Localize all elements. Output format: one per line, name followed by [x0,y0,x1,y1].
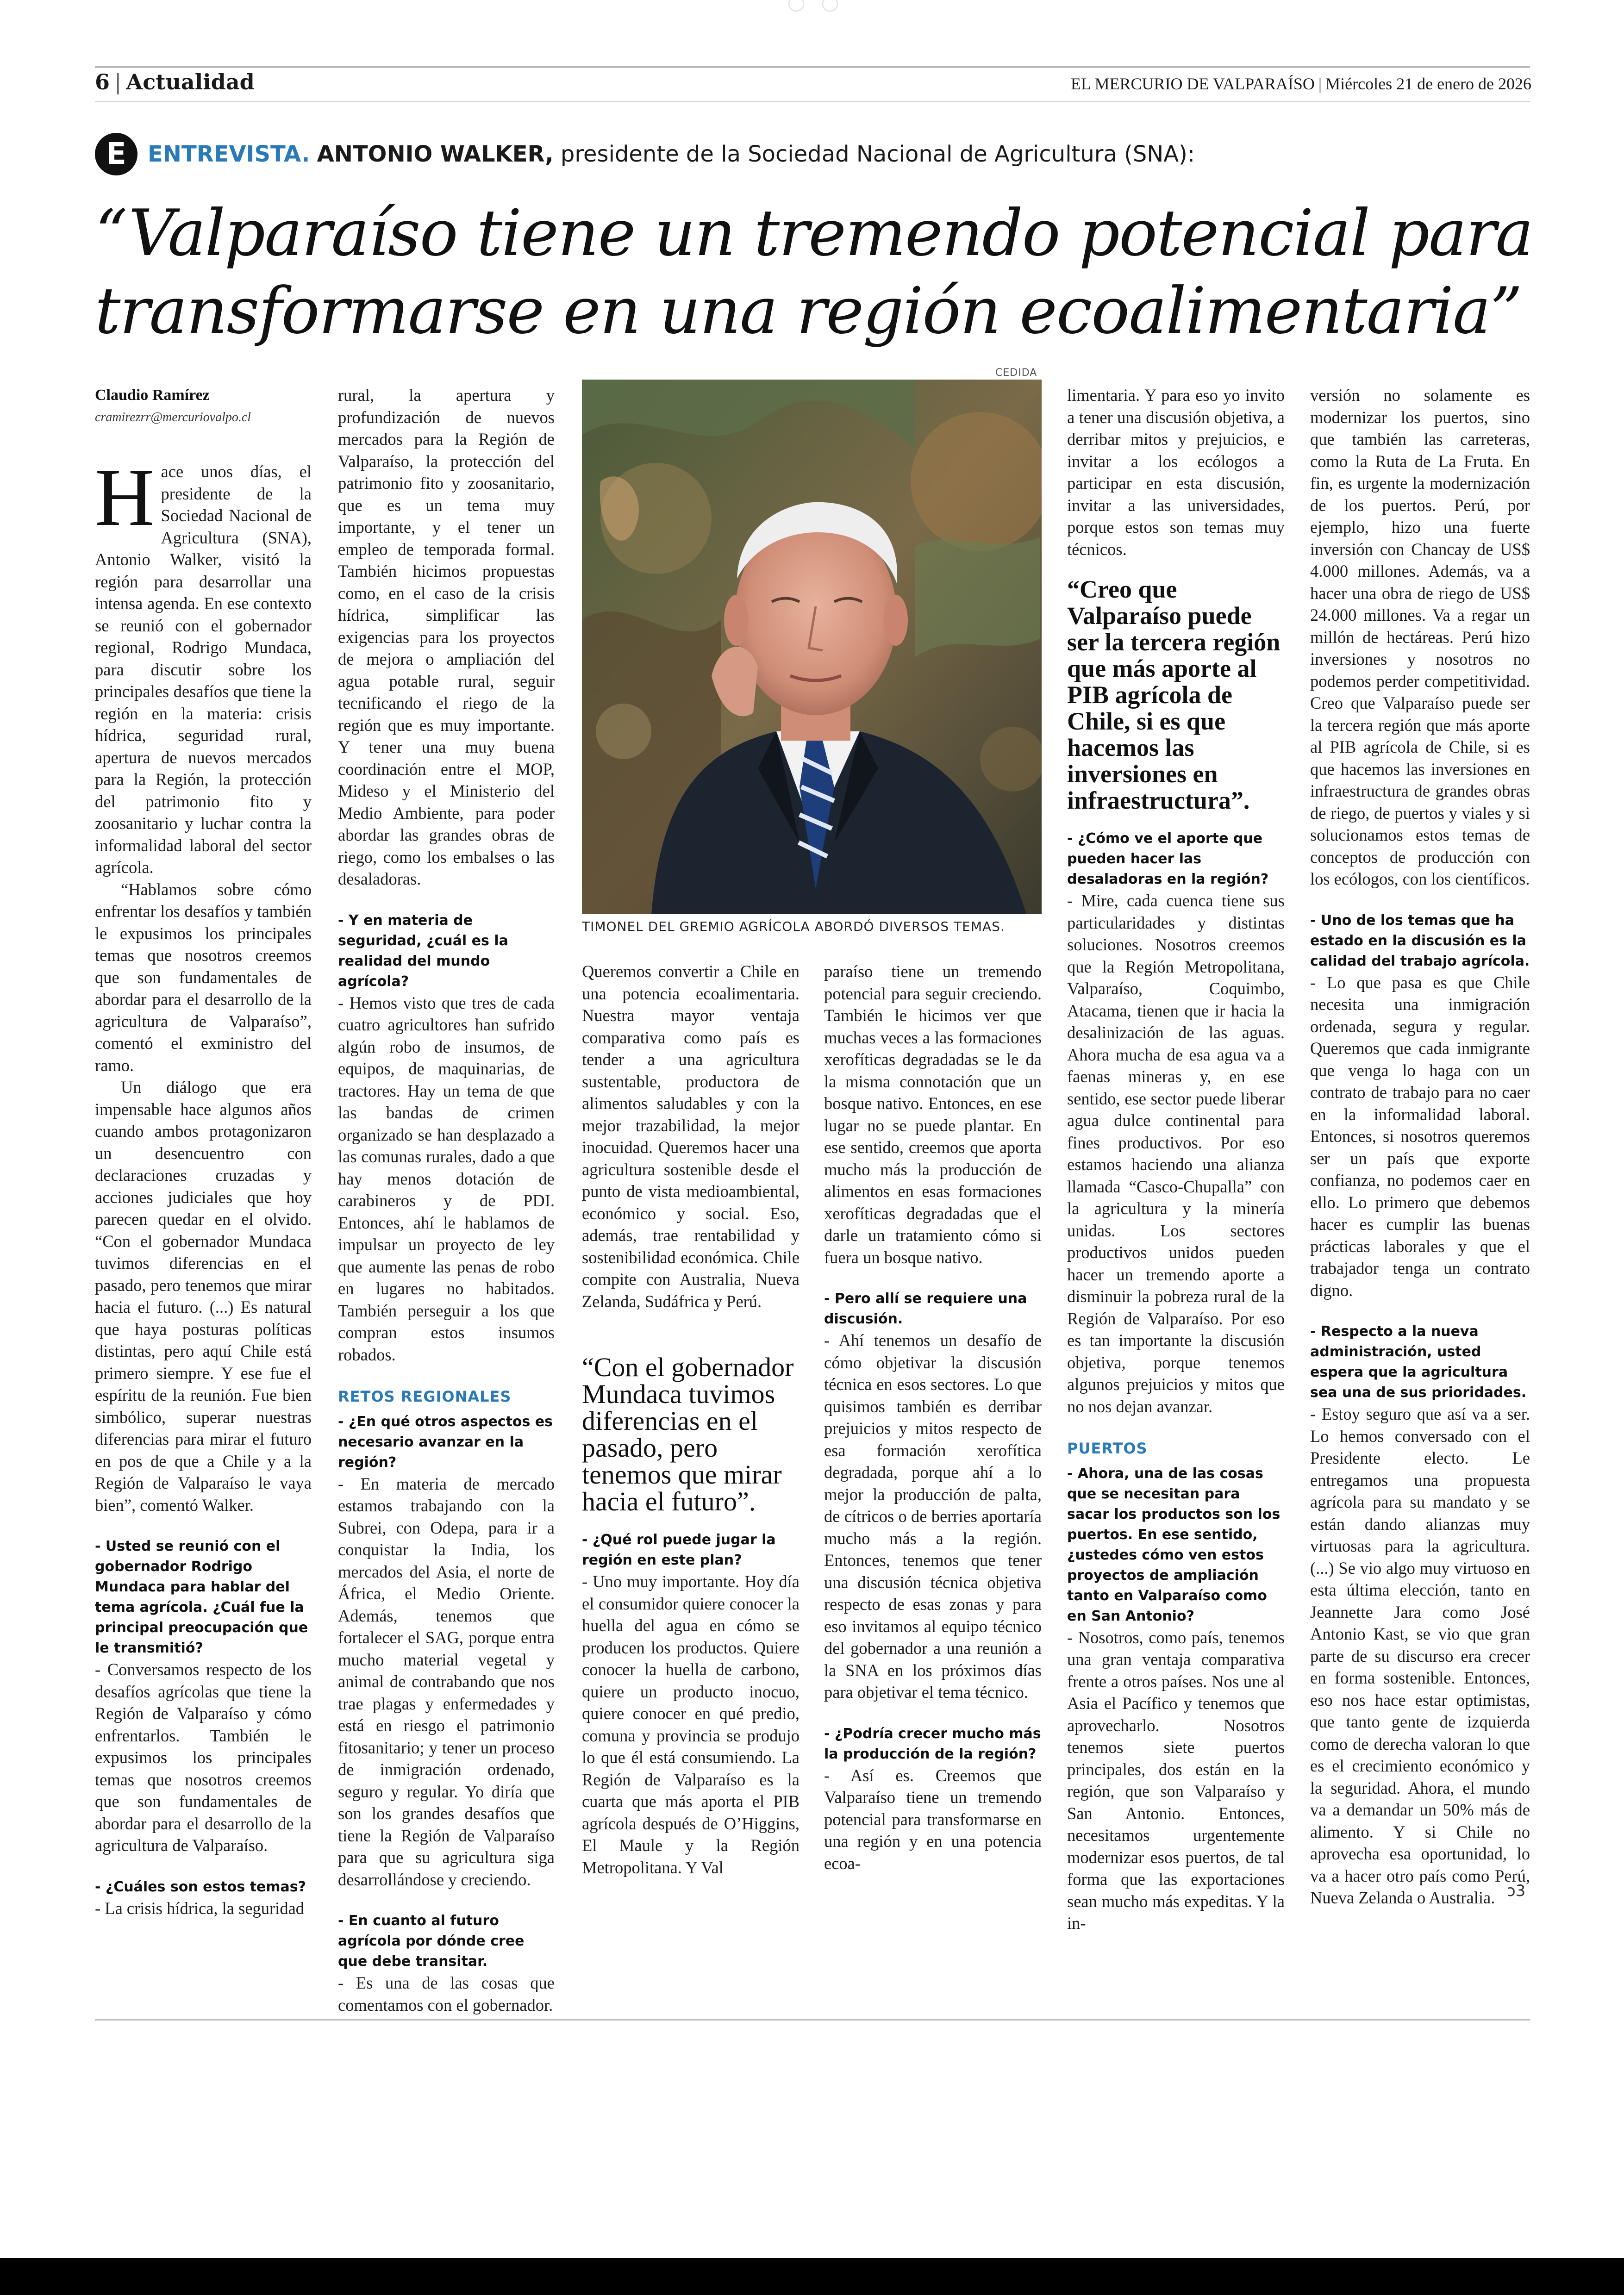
interview-answer: - Así es. Creemos que Valparaíso tiene un tremendo potencial para transformarse en una región y en una potencia ecoa- [824,1765,1042,1873]
page-section-label: 6 | Actualidad [95,69,255,94]
interview-question: - Ahora, una de las cosas que se necesitan para sacar los productos son los puertos. En ese sentido, ¿ustedes cómo ven estos proyectos de ampliación tanto en Valparaíso como en San Antonio? [1067,1465,1280,1624]
paragraph: paraíso tiene un tremendo potencial para seguir creciendo. También le hicimos ver que muchas veces a las formaciones xerofíticas degradadas se le da la misma connotación que un bosque nativo. Entonces, en ese lugar no se puede plantar. En ese sentido, creemos que aporta mucho más la producción de alimentos en esas formaciones xerofíticas degradadas que el darle un tratamiento cómo si fuera un bosque nativo. [824,962,1042,1267]
interview-question: - ¿Podría crecer mucho más la producción de la región? [824,1725,1041,1762]
headline: “Valparaíso tiene un tremendo potencial para transformarse en una región ecoalimentaria” [95,196,1533,348]
interview-question: - Y en materia de seguridad, ¿cuál es la realidad del mundo agrícola? [338,912,508,990]
paragraph: versión no solamente es modernizar los puertos, sino que también las carreteras, como la Ruta de La Fruta. En fin, es urgente la modernización de los puertos. Perú, por ejemplo, hizo una fuerte inversión con Chancay de US$ 4.000 millones. Además, va a hacer una obra de riego de US$ 24.000 millones. Va a regar un millón de hectáreas. Perú hizo inversiones y nosotros no podemos perder competitividad. Creo que Valparaíso puede ser la tercera región que más aporte al PIB agrícola de Chile, si es que hacemos las inversiones en infraestructura de grandes obras de riego, de puertos y viales y si solucionamos estos temas de conceptos de producción con los ecólogos, con los científicos. [1310,386,1530,888]
article-kicker [95,131,1195,177]
bottom-rule [95,2019,1530,2021]
interview-answer: - Mire, cada cuenca tiene sus particularidades y distintas soluciones. Nosotros creemos que la Región Metropolitana, Valparaíso, Coquimbo, Atacama, tienen que ir hacia la desalinización de las aguas. Ahora mucha de esa agua va a faenas mineras y, en ese sentido, ese sector puede liberar agua dulce continental para fines productivos. Por eso estamos haciendo una alianza llamada “Casco-Chupalla” con la agricultura y la minería unidas. Los sectores productivos unidos pueden hacer un tremendo aporte a disminuir la pobreza rural de la Región de Valparaíso. Por eso es tan importante la discusión objetiva, porque tenemos algunos prejuicios y mitos que no nos dejan avanzar. [1067,891,1285,1416]
interview-answer: - Conversamos respecto de los desafíos agrícolas que tiene la Región de Valparaíso y cómo enfrentarlos. También le expusimos los principales temas que nosotros creemos que son fundamentales de abordar para el desarrollo de la agricultura de Valparaíso. [95,1660,312,1855]
paragraph: rural, la apertura y profundización de nuevos mercados para la Región de Valparaíso, la protección del patrimonio fito y zoosanitario, que es un tema muy importante, y el tener un empleo de temporada formal. También hicimos propuestas como, en el caso de la crisis hídrica, simplificar las exigencias para los proyectos de mejora o ampliación del agua potable rural, seguir tecnificando el riego de la región que es muy importante. Y tener una muy buena coordinación entre el MOP, Mideso y el Ministerio del Medio Ambiente, para poder abordar las grandes obras de riego, como los embalses o las desaladoras. [338,386,555,888]
article-column-6 [1310,384,1530,1909]
masthead-date: EL MERCURIO DE VALPARAÍSO | Miércoles 21 de enero de 2026 [1070,75,1531,93]
bottom-black-bar [0,2258,1624,2295]
interview-answer: - Nosotros, como país, tenemos una gran ventaja comparativa frente a otros países. Nos une al Asia el Pacífico y tenemos que aprovecharlo. Nosotros tenemos siete puertos principales, dos están en la región, que son Valparaíso y San Antonio. Entonces, necesitamos urgentemente modernizar esos puertos, de tal forma que las exportaciones sean mucho más expeditas. Y la in- [1067,1628,1285,1933]
paragraph: Queremos convertir a Chile en una potencia ecoalimentaria. Nuestra mayor ventaja comparativa como país es tender a una agricultura sustentable, productora de alimentos saludables y con la mejor trazabilidad, la mejor inocuidad. Queremos hacer una agricultura sostenible desde el punto de vista medioambiental, económico y social. Eso, además, trae rentabilidad y sostenibilidad económica. Chile compite con Australia, Nueva Zelanda, Sudáfrica y Perú. [582,962,800,1311]
interview-answer: - Hemos visto que tres de cada cuatro agricultores han sufrido algún robo de insumos, de equipos, de maquinarias, de tractores. Hay un tema de que las bandas de crimen organizado se han desplazado a las comunas rurales, dado a que hay menos dotación de carabineros y de PDI. Entonces, ahí le hablamos de impulsar un proyecto de ley que aumente las penas de robo en lugares no habitados. También perseguir a los que compran estos insumos robados. [338,993,555,1364]
interview-answer: - Es una de las cosas que comentamos con el gobernador. [338,1973,555,2014]
subheading-puertos: PUERTOS [1067,1440,1148,1457]
interviewee-name: ANTONIO WALKER, [317,141,554,167]
portrait-photo [582,380,1042,914]
interview-question: - En cuanto al futuro agrícola por dónde cree que debe transitar. [338,1913,525,1970]
article-column-3 [582,960,800,1312]
photo-credit: CEDIDA [995,367,1037,379]
interview-answer: - Ahí tenemos un desafío de cómo objetivar la discusión técnica en esos sectores. Lo que quisimos también es derribar prejuicios y mitos respecto de esa formación xerofítica degradada, porque ahí a lo mejor la producción de palta, de cítricos o de berries aportaría mucho más a la región. Entonces, tenemos que tener una discusión técnica objetiva respecto de esas zonas y para eso invitamos al equipo técnico del gobernador a una reunión a la SNA en los próximos días para objetivar el tema técnico. [824,1331,1042,1702]
interview-answer: - En materia de mercado estamos trabajando con la Subrei, con Odepa, para ir a conquistar la India, los mercados del Asia, el norte de África, el Medio Oriente. Además, tenemos que fortalecer el SAG, porque entra mucho material vegetal y animal de contrabando que nos trae plagas y enfermedades y está en riesgo el patrimonio fitosanitario; y tener un proceso de inmigración ordenado, seguro y regular. Yo diría que son los grandes desafíos que tiene la Región de Valparaíso para que su agricultura siga desarrollándose y creciendo. [338,1474,555,1889]
newspaper-name: EL MERCURIO DE VALPARAÍSO [1070,75,1315,93]
header-top-rule [95,66,1530,68]
kicker-text [148,141,1195,167]
article-column-1 [95,384,312,1919]
drop-cap: H [95,451,155,543]
lead-paragraph [95,451,312,879]
pull-quote-mundaca: “Con el gobernador Mundaca tuvimos diferencias en el pasado, pero tenemos que mirar hacia el futuro”. [582,1352,794,1516]
byline-author: Claudio Ramírez [95,387,210,404]
interviewee-role: presidente de la Sociedad Nacional de Agricultura (SNA): [560,141,1195,167]
interview-badge-icon: E [95,133,137,175]
interview-question: - ¿Qué rol puede jugar la región en este plan? [582,1532,776,1568]
interview-question: - ¿Cuáles son estos temas? [95,1878,306,1895]
portrait-image [582,380,1042,914]
interview-question: - Pero allí se requiere una discusión. [824,1291,1027,1327]
article-column-4 [824,960,1042,1874]
kicker-label: ENTREVISTA. [148,141,310,167]
section-name: Actualidad [126,69,255,94]
article-column-5 [1067,384,1285,560]
byline-email[interactable]: cramirezrr@mercuriovalpo.cl [95,410,251,424]
end-of-article-icon: ↄ3 [1507,1882,1526,1900]
pull-quote-valparaiso: “Creo que Valparaíso puede ser la tercera región que más aporte al PIB agrícola de Chile, si es que hacemos las inversiones en infraestructura”. [1067,575,1280,814]
subheading-retos-regionales: RETOS REGIONALES [338,1388,512,1405]
issue-date: Miércoles 21 de enero de 2026 [1325,75,1531,93]
interview-answer: - Estoy seguro que así va a ser. Lo hemos conversado con el Presidente electo. Le entregamos una propuesta agrícola para su mandato y se están dando alianzas muy virtuosas para la agricultura. (...) Se vio algo muy virtuoso en esta última elección, tanto en Jeannette Jara como José Antonio Kast, se vio que gran parte de su discurso era crecer en forma sostenible. Entonces, eso nos hace estar optimistas, que tanto gente de izquierda como de derecha valoran lo que es el crecimiento económico y la seguridad. Ahora, el mundo va a demandar un 50% más de alimento. Y si Chile no aprovecha esa oportunidad, lo va a hacer otro país como Perú, Nueva Zelanda o Australia. [1310,1404,1530,1907]
page-number: 6 [95,69,110,94]
interview-answer: - La crisis hídrica, la seguridad [95,1898,305,1918]
interview-question: - Respecto a la nueva administración, usted espera que la agricultura sea una de sus prioridades. [1310,1323,1527,1401]
paragraph: limentaria. Y para eso yo invito a tener una discusión objetiva, a derribar mitos y prejuicios, e invitar a los ecólogos a participar en esta discusión, invitar a las universidades, porque estos son temas muy técnicos. [1067,386,1285,559]
viewer-dots [781,0,846,14]
paragraph: “Hablamos sobre cómo enfrentar los desafíos y también le expusimos los principales temas que nosotros creemos que son fundamentales de abordar para el desarrollo de la agricultura de Valparaíso”, comentó el exministro del ramo. [95,879,312,1075]
interview-answer: - Uno muy importante. Hoy día el consumidor quiere conocer la huella del agua en cómo se producen los productos. Quiere conocer la huella de carbono, quiere un producto inocuo, quiere conocer en qué predio, comuna y provincia se produjo lo que él está consumiendo. La Región de Valparaíso es la cuarta que más aporta el PIB agrícola después de O’Higgins, El Maule y la Región Metropolitana. Y Val [582,1572,800,1877]
header-bottom-rule [95,101,1530,102]
article-column-2 [338,384,555,2016]
article-column-3-lower [582,1530,800,1878]
article-column-5-lower [1067,829,1285,1934]
interview-question: - ¿En qué otros aspectos es necesario avanzar en la región? [338,1413,553,1471]
interview-question: - Uno de los temas que ha estado en la discusión es la calidad del trabajo agrícola. [1310,912,1530,969]
photo-caption: TIMONEL DEL GREMIO AGRÍCOLA ABORDÓ DIVERSOS TEMAS. [582,919,1005,934]
lead-text: ace unos días, el presidente de la Sociedad Nacional de Agricultura (SNA), Antonio Walker, visitó la región para desarrollar una intensa agenda. En ese contexto se reunió con el gobernador regional, Rodrigo Mundaca, para discutir sobre los principales desafíos que tiene la región en la materia: crisis hídrica, seguridad rural, apertura de nuevos mercados para la Región, la protección del patrimonio fito y zoosanitario y luchar contra la informalidad laboral del sector agrícola. [95,462,312,877]
interview-answer: - Lo que pasa es que Chile necesita una inmigración ordenada, segura y regular. Queremos que cada inmigrante que venga lo haga con un contrato de trabajo para no caer en la informalidad laboral. Entonces, si nosotros queremos ser un país que exporte confianza, no podemos caer en ello. Lo primero que debemos hacer es cumplir las buenas prácticas laborales y que el trabajador tenga un contrato digno. [1310,973,1530,1300]
interview-question: - ¿Cómo ve el aporte que pueden hacer las desaladoras en la región? [1067,830,1269,887]
paragraph: Un diálogo que era impensable hace algunos años cuando ambos protagonizaron un desencuentro con declaraciones cruzadas y acciones judiciales que hoy parecen quedar en el olvido. “Con el gobernador Mundaca tuvimos diferencias en el pasado, pero tenemos que mirar hacia el futuro. (...) Es natural que haya posturas políticas distintas, pero aquí Chile está primero siempre. Y ese fue el espíritu de la reunión. Fue bien simbólico, superar nuestras diferencias para mirar el futuro en pos de que a Chile y a la Región de Valparaíso le vaya bien”, comentó Walker. [95,1078,312,1515]
interview-question: - Usted se reunió con el gobernador Rodrigo Mundaca para hablar del tema agrícola. ¿Cuál fue la principal preocupación que le transmitió? [95,1538,308,1656]
